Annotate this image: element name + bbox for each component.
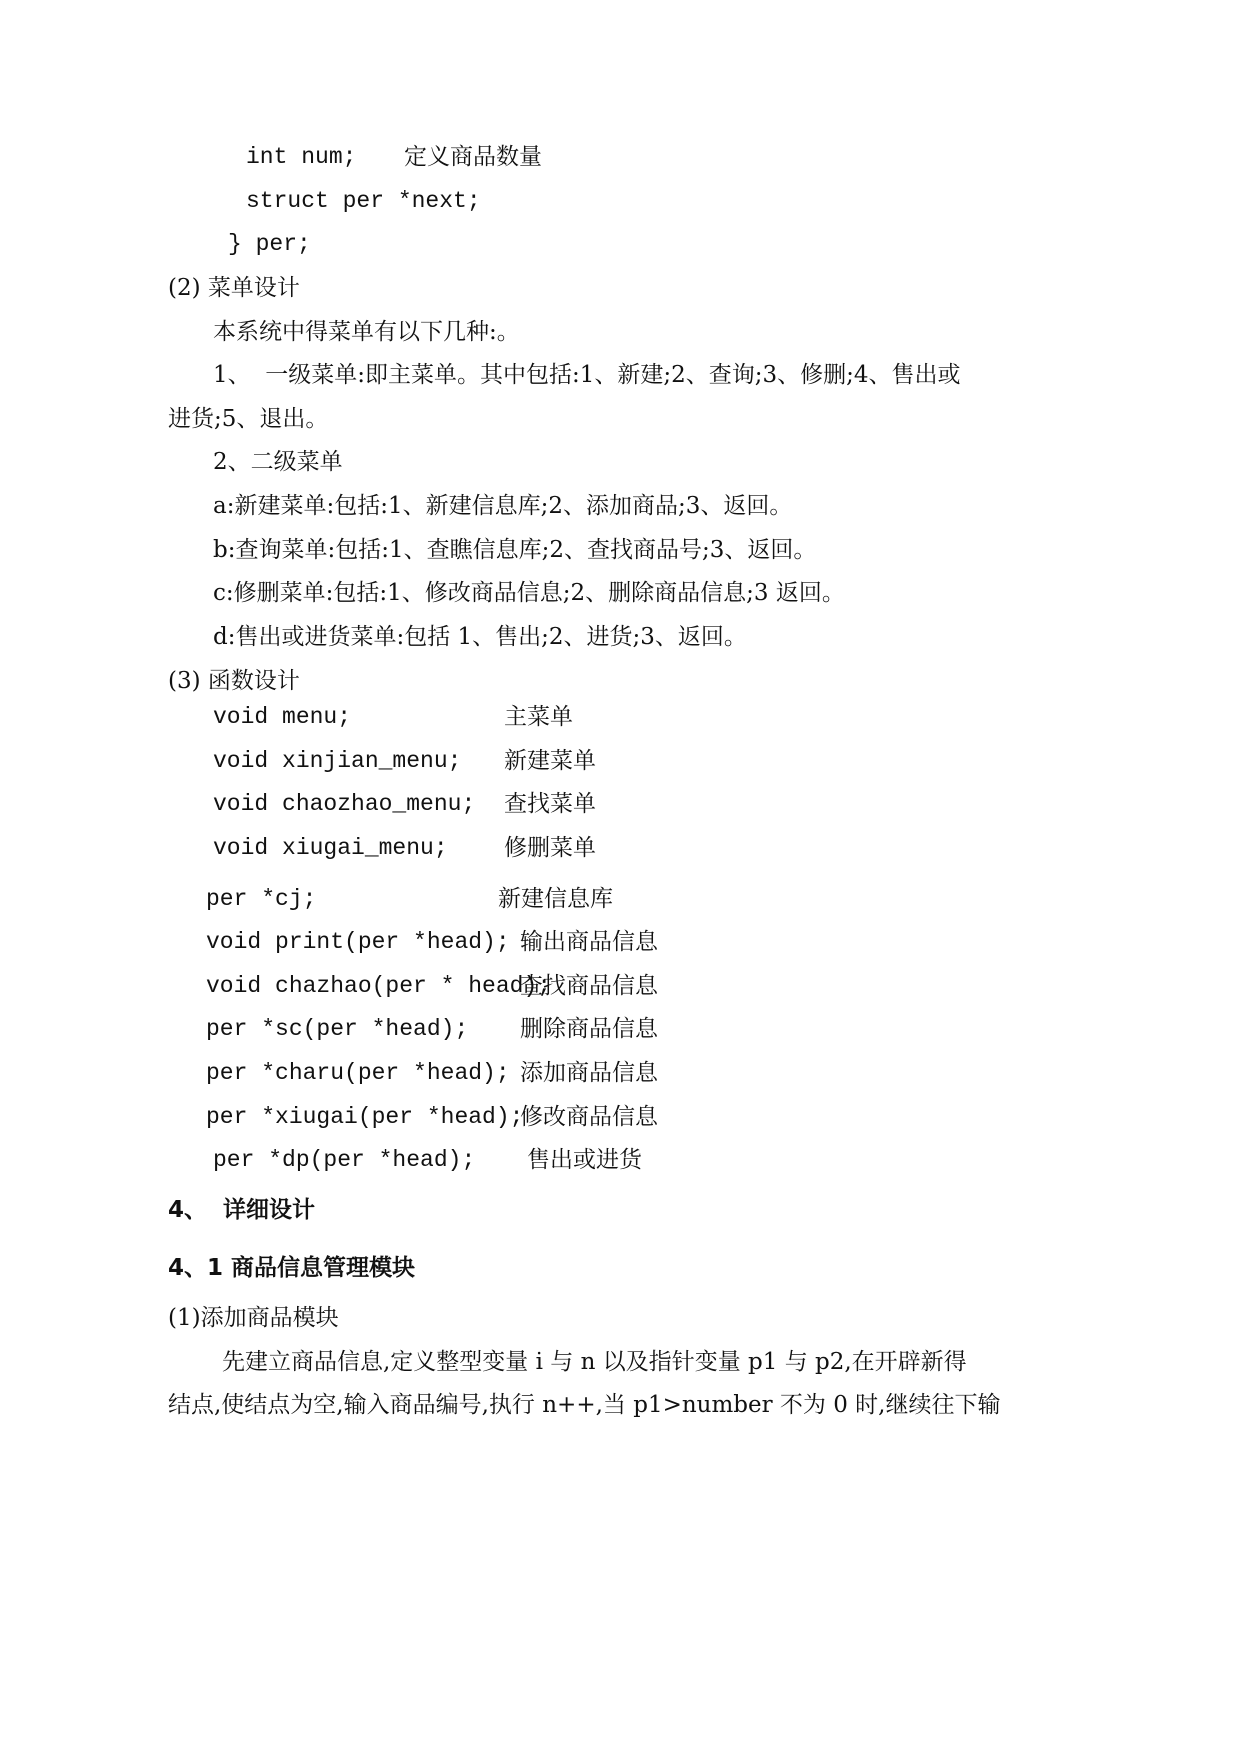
menu-level1-line2: 进货;5、退出。 — [168, 406, 329, 432]
function-code: void xiugai_menu; — [213, 835, 448, 861]
menu-item-c: c:修删菜单:包括:1、修改商品信息;2、删除商品信息;3 返回。 — [213, 580, 845, 606]
function-code: void chazhao(per * head); — [206, 973, 552, 999]
function-code: void print(per *head); — [206, 929, 510, 955]
function-code: per *xiugai(per *head); — [206, 1104, 524, 1130]
function-desc: 修删菜单 — [504, 835, 596, 861]
function-desc: 新建菜单 — [504, 748, 596, 774]
menu-design-heading: (2) 菜单设计 — [168, 275, 300, 301]
menu-item-b: b:查询菜单:包括:1、查瞧信息库;2、查找商品号;3、返回。 — [213, 537, 817, 563]
function-code: void chaozhao_menu; — [213, 791, 476, 817]
function-code: per *charu(per *head); — [206, 1060, 510, 1086]
struct-close: } per; — [228, 231, 311, 257]
menu-item-a: a:新建菜单:包括:1、新建信息库;2、添加商品;3、返回。 — [213, 493, 793, 519]
function-code: void menu; — [213, 704, 352, 730]
menu-design-intro: 本系统中得菜单有以下几种:。 — [213, 319, 520, 345]
menu-item-d: d:售出或进货菜单:包括 1、售出;2、进货;3、返回。 — [213, 624, 747, 650]
menu-level2-heading: 2、二级菜单 — [213, 449, 343, 475]
add-module-heading: (1)添加商品模块 — [168, 1305, 339, 1331]
function-desc: 查找菜单 — [504, 791, 596, 817]
function-desc: 添加商品信息 — [520, 1060, 658, 1086]
struct-next-decl: struct per *next; — [246, 188, 481, 214]
function-desc: 新建信息库 — [498, 886, 613, 912]
function-desc: 修改商品信息 — [520, 1104, 658, 1130]
module-subheading: 4、1 商品信息管理模块 — [168, 1255, 416, 1281]
function-design-heading: (3) 函数设计 — [168, 668, 300, 694]
function-desc: 售出或进货 — [527, 1147, 642, 1173]
function-code: per *cj; — [206, 886, 317, 912]
function-code: per *dp(per *head); — [213, 1147, 476, 1173]
paragraph-line-2: 结点,使结点为空,输入商品编号,执行 n++,当 p1>number 不为 0 时,继续往下输 — [168, 1392, 1001, 1418]
function-desc: 查找商品信息 — [520, 973, 658, 999]
function-desc: 删除商品信息 — [520, 1016, 658, 1042]
detail-design-heading: 4、 详细设计 — [168, 1197, 316, 1223]
function-desc: 主菜单 — [504, 704, 573, 730]
struct-num-comment: 定义商品数量 — [404, 144, 542, 170]
function-desc: 输出商品信息 — [520, 929, 658, 955]
function-code: void xinjian_menu; — [213, 748, 462, 774]
struct-num-decl: int num; — [246, 144, 357, 170]
function-code: per *sc(per *head); — [206, 1016, 469, 1042]
menu-level1-line1: 1、 一级菜单:即主菜单。其中包括:1、新建;2、查询;3、修删;4、售出或 — [213, 362, 961, 388]
paragraph-line-1: 先建立商品信息,定义整型变量 i 与 n 以及指针变量 p1 与 p2,在开辟新得 — [222, 1349, 967, 1375]
